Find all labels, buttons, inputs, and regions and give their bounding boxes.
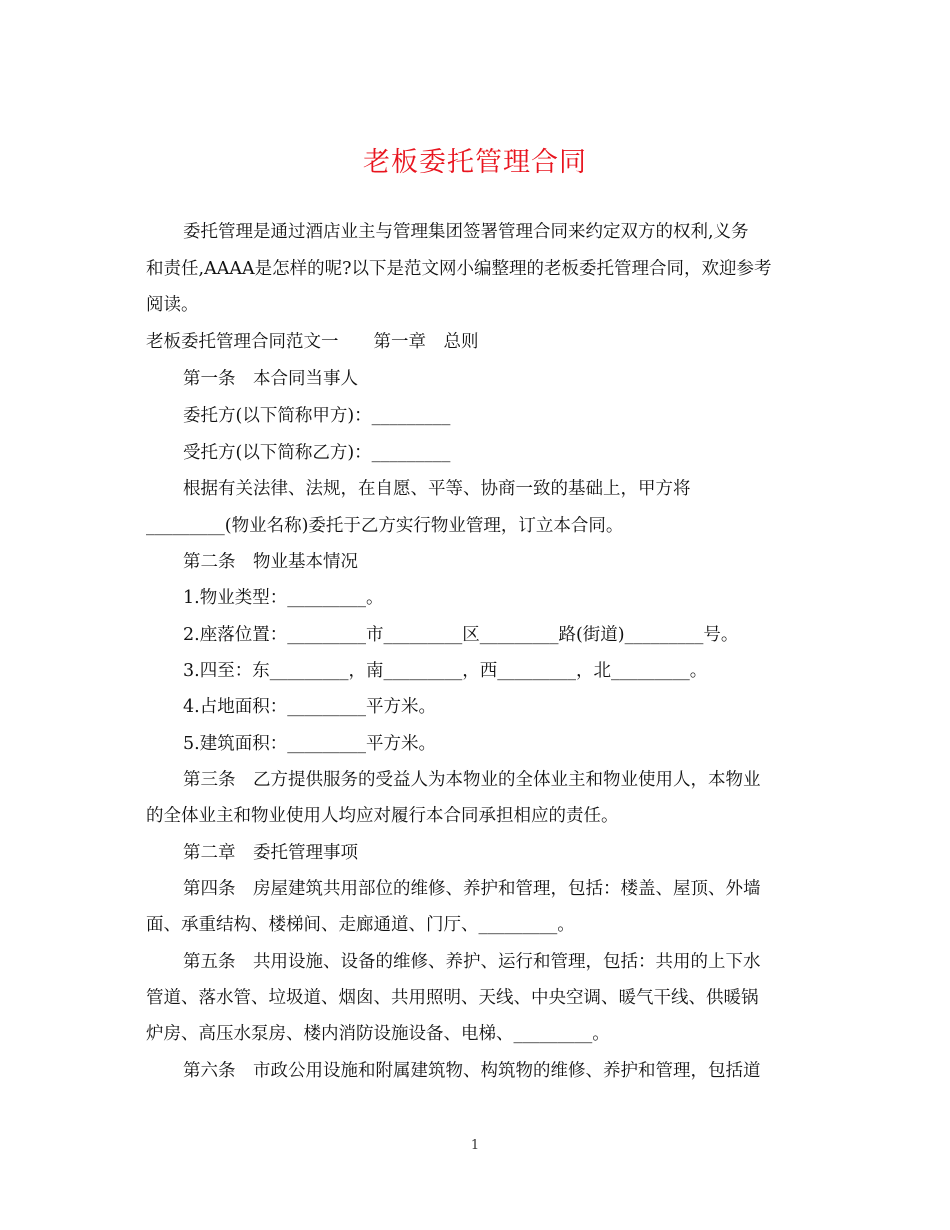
paragraph-line: 4.占地面积：_________平方米。 bbox=[183, 697, 436, 717]
paragraph-line: 阅读。 bbox=[146, 295, 199, 315]
paragraph-line: 5.建筑面积：_________平方米。 bbox=[183, 734, 436, 754]
paragraph-line: 受托方(以下简称乙方)：_________ bbox=[183, 443, 451, 463]
document-title: 老板委托管理合同 bbox=[363, 147, 587, 178]
paragraph-line: 2.座落位置：_________市_________区_________路(街道)_________号。 bbox=[183, 625, 739, 645]
paragraph-line: 炉房、高压水泵房、楼内消防设施设备、电梯、_________。 bbox=[146, 1024, 610, 1044]
paragraph-line: _________(物业名称)委托于乙方实行物业管理，订立本合同。 bbox=[146, 516, 624, 536]
paragraph-line: 第四条 房屋建筑共用部位的维修、养护和管理，包括：楼盖、屋顶、外墙 bbox=[183, 879, 761, 899]
paragraph-line: 第五条 共用设施、设备的维修、养护、运行和管理，包括：共用的上下水 bbox=[183, 952, 761, 972]
paragraph-line: 1.物业类型：_________。 bbox=[183, 588, 384, 608]
paragraph-line: 老板委托管理合同范文一 第一章 总则 bbox=[146, 332, 479, 352]
paragraph-line: 和责任,AAAA是怎样的呢?以下是范文网小编整理的老板委托管理合同，欢迎参考 bbox=[146, 259, 772, 279]
paragraph-line: 第三条 乙方提供服务的受益人为本物业的全体业主和物业使用人，本物业 bbox=[183, 770, 761, 790]
paragraph-line: 第二章 委托管理事项 bbox=[183, 843, 358, 863]
paragraph-line: 委托方(以下简称甲方)：_________ bbox=[183, 406, 451, 426]
paragraph-line: 3.四至：东_________，南_________，西_________，北_________。 bbox=[183, 661, 708, 681]
paragraph-line: 根据有关法律、法规，在自愿、平等、协商一致的基础上，甲方将 bbox=[183, 479, 691, 499]
paragraph-line: 面、承重结构、楼梯间、走廊通道、门厅、_________。 bbox=[146, 915, 575, 935]
page-number: 1 bbox=[470, 1138, 480, 1153]
paragraph-line: 委托管理是通过酒店业主与管理集团签署管理合同来约定双方的权利,义务 bbox=[183, 222, 749, 242]
paragraph-line: 第六条 市政公用设施和附属建筑物、构筑物的维修、养护和管理，包括道 bbox=[183, 1061, 761, 1081]
paragraph-line: 的全体业主和物业使用人均应对履行本合同承担相应的责任。 bbox=[146, 806, 619, 826]
paragraph-line: 第一条 本合同当事人 bbox=[183, 369, 358, 389]
paragraph-line: 第二条 物业基本情况 bbox=[183, 552, 358, 572]
paragraph-line: 管道、落水管、垃圾道、烟囱、共用照明、天线、中央空调、暖气干线、供暖锅 bbox=[146, 988, 759, 1008]
